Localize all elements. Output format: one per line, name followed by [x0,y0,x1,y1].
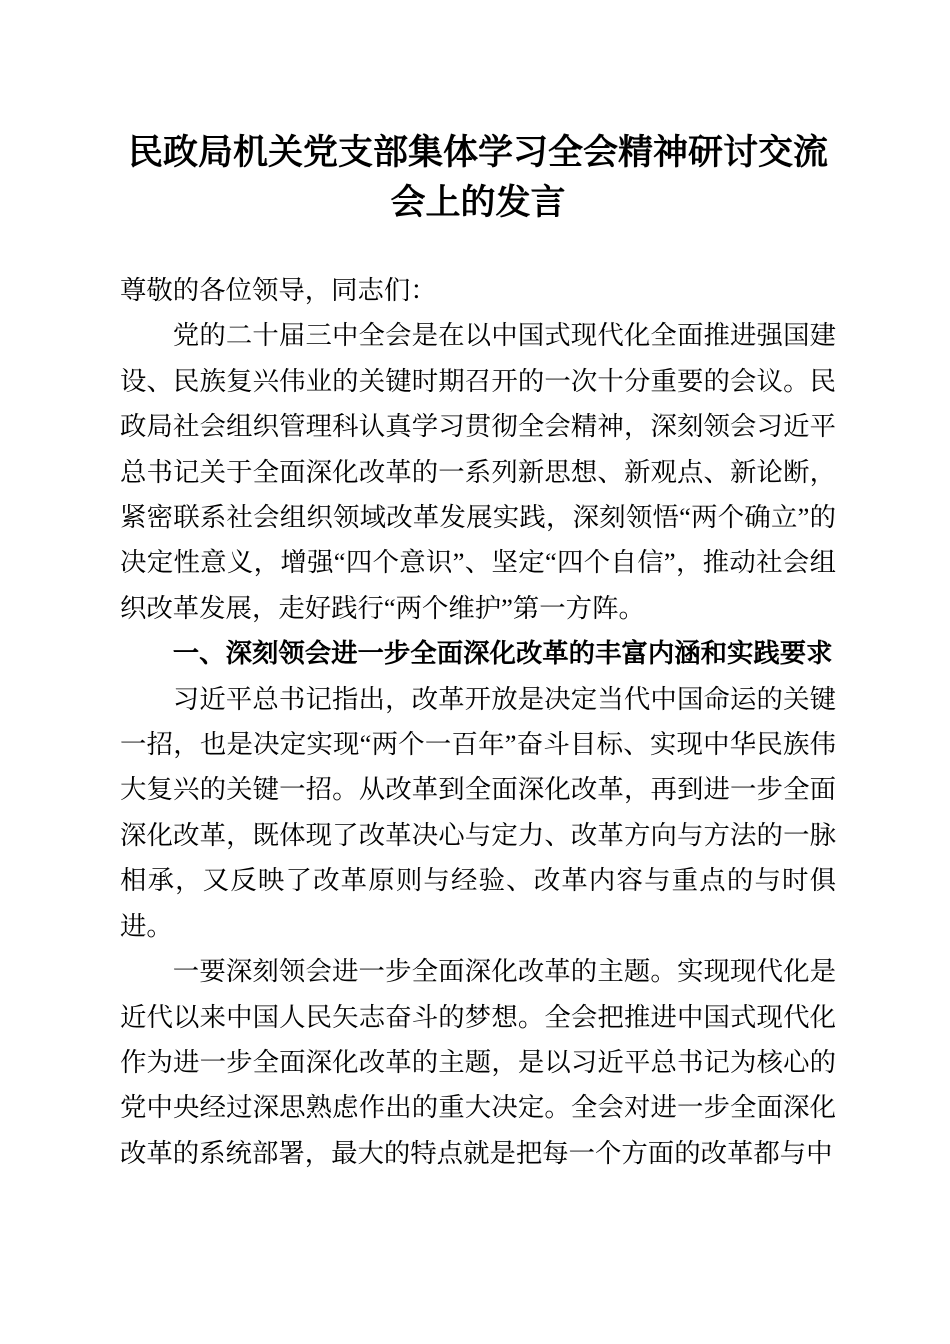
document-content [120,0,836,1176]
section-heading-1: 一、深刻领会进一步全面深化改革的丰富内涵和实践要求 [172,638,833,669]
document-title: 民政局机关党支部集体学习全会精神研讨交流会上的发言 [127,133,828,222]
paragraph-section1-1: 习近平总书记指出，改革开放是决定当代中国命运的关键一招，也是决定实现“两个一百年”奋斗目标、实现中华民族伟大复兴的关键一招。从改革到全面深化改革，再到进一步全面深化改革，既体现了改革决心与定力、改革方向与方法的一脉相承，又反映了改革原则与经验、改革内容与重点的与时俱进。 [120,683,836,941]
paragraph-section1-2: 一要深刻领会进一步全面深化改革的主题。实现现代化是近代以来中国人民矢志奋斗的梦想。全会把推进中国式现代化作为进一步全面深化改革的主题，是以习近平总书记为核心的党中央经过深思熟虑作出的重大决定。全会对进一步全面深化改革的系统部署，最大的特点就是把每一个方面的改革都与中 [120,956,836,1168]
salutation-line: 尊敬的各位领导，同志们： [120,275,437,305]
paragraph-intro: 党的二十届三中全会是在以中国式现代化全面推进强国建设、民族复兴伟业的关键时期召开的一次十分重要的会议。民政局社会组织管理科认真学习贯彻全会精神，深刻领会习近平总书记关于全面深化改革的一系列新思想、新观点、新论断，紧密联系社会组织领域改革发展实践，深刻领悟“两个确立”的决定性意义，增强“四个意识”、坚定“四个自信”，推动社会组织改革发展，走好践行“两个维护”第一方阵。 [120,320,836,623]
